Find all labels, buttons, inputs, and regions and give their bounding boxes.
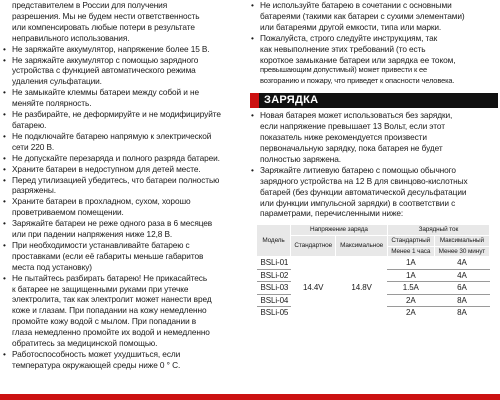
paragraph-line: неправильного использования. bbox=[12, 32, 130, 43]
cell-model: BSLi-05 bbox=[257, 307, 291, 319]
cell-model: BSLi-03 bbox=[257, 282, 291, 295]
safety-list bbox=[2, 44, 242, 371]
list-item bbox=[250, 0, 498, 33]
right-column bbox=[250, 0, 498, 319]
section-title: ЗАРЯДКА bbox=[264, 94, 319, 107]
list-item-line: превышающим допустимый) может привести к ее bbox=[260, 65, 428, 75]
safety-list-continued bbox=[250, 0, 498, 87]
list-item bbox=[2, 273, 242, 349]
list-item-line: батарею. bbox=[12, 119, 47, 130]
left-column bbox=[0, 0, 242, 371]
list-item bbox=[2, 87, 242, 109]
list-item bbox=[2, 109, 242, 131]
list-item-line: параметрами, перечисленными ниже: bbox=[260, 208, 404, 219]
list-item-line: батареями (такими как батареи с сухими элементами) bbox=[260, 10, 465, 21]
cell-current-maximum: 8A bbox=[434, 294, 489, 307]
list-item-line: к батарее не защищенными руками при утечке bbox=[12, 283, 189, 294]
intro-paragraph bbox=[2, 0, 242, 44]
list-item-line: • Не используйте батарею в сочетании с основными bbox=[260, 0, 452, 10]
list-item-line: батарей (без функции автоматической десульфатации bbox=[260, 186, 467, 197]
list-item-line: • Перед утилизацией убедитесь, что батареи полностью bbox=[12, 174, 220, 185]
header-voltage-maximum: Максимальное bbox=[336, 235, 387, 256]
header-current-maximum-note: Менее 30 минут bbox=[434, 246, 489, 257]
list-item-line: или при падении напряжения ниже 12,8 В. bbox=[12, 229, 173, 240]
cell-model: BSLi-04 bbox=[257, 294, 291, 307]
section-marker bbox=[250, 93, 259, 108]
charging-list bbox=[250, 110, 498, 219]
charging-specs-table bbox=[256, 224, 490, 319]
cell-current-maximum: 4A bbox=[434, 269, 489, 282]
list-item-line: первоначальную зарядку, пока батарея не будет bbox=[260, 142, 443, 153]
table-body bbox=[257, 257, 490, 319]
list-item bbox=[2, 218, 242, 240]
list-item bbox=[2, 196, 242, 218]
list-item-line: показатель ниже рекомендуется произвести bbox=[260, 132, 427, 143]
header-current-standard-note: Менее 1 часа bbox=[387, 246, 434, 257]
cell-voltage-maximum: 14.8V bbox=[336, 257, 387, 319]
list-item-line: • Пожалуйста, строго следуйте инструкциям, так bbox=[260, 32, 438, 43]
cell-voltage-standard: 14.4V bbox=[291, 257, 336, 319]
list-item-line: промойте кожу водой с мылом. При попадании в bbox=[12, 316, 197, 327]
cell-model: BSLi-01 bbox=[257, 257, 291, 270]
list-item-line: • Не разбирайте, не деформируйте и не модифицируйте bbox=[12, 109, 221, 120]
header-voltage-standard: Стандартное bbox=[291, 235, 336, 256]
list-item-line: обратитесь за медицинской помощью. bbox=[12, 338, 158, 349]
list-item-line: • Не заряжайте аккумулятор, напряжение более 15 В. bbox=[12, 43, 210, 54]
cell-current-standard: 1A bbox=[387, 257, 434, 270]
list-item-line: • Храните батареи в прохладном, сухом, хорошо bbox=[12, 196, 191, 207]
list-item-line: температура окружающей среды ниже 0 ° С. bbox=[12, 359, 181, 370]
paragraph-line: представителем в России для получения bbox=[12, 0, 168, 10]
header-current-standard: Стандартный bbox=[387, 235, 434, 246]
list-item-line: глаза немедленно промойте их водой и немедленно bbox=[12, 327, 210, 338]
cell-current-standard: 1.5A bbox=[387, 282, 434, 295]
list-item-line: меняйте полярность. bbox=[12, 98, 92, 109]
list-item bbox=[250, 165, 498, 220]
list-item-line: удаления сульфатации. bbox=[12, 76, 102, 87]
list-item bbox=[2, 153, 242, 164]
cell-current-maximum: 8A bbox=[434, 307, 489, 319]
list-item-line: коже и глазам. При попадании на кожу немедленно bbox=[12, 305, 207, 316]
list-item bbox=[2, 131, 242, 153]
cell-current-standard: 1A bbox=[387, 269, 434, 282]
list-item-line: • Новая батарея может использоваться без зарядки, bbox=[260, 110, 453, 121]
list-item bbox=[250, 33, 498, 88]
header-current-group: Зарядный ток bbox=[387, 225, 489, 236]
cell-current-standard: 2A bbox=[387, 307, 434, 319]
list-item-line: сети 220 В. bbox=[12, 141, 55, 152]
list-item-line: • Не допускайте перезаряда и полного разряда батареи. bbox=[12, 152, 220, 163]
list-item bbox=[250, 110, 498, 165]
list-item bbox=[2, 44, 242, 55]
list-item-line: если напряжение превышает 13 Вольт, если этот bbox=[260, 121, 445, 132]
header-voltage-group: Напряжение заряда bbox=[291, 225, 388, 236]
list-item-line: возгоранию и пожару, что приведет к опасности человека. bbox=[260, 76, 455, 86]
list-item-line: • Не пытайтесь разбирать батарею! Не прикасайтесь bbox=[12, 272, 208, 283]
list-item-line: электролита, так как электролит может нанести вред bbox=[12, 294, 212, 305]
list-item bbox=[2, 240, 242, 273]
list-item-line: короткое замыкание батареи или зарядка ее током, bbox=[260, 54, 456, 65]
list-item-line: проветриваемом помещении. bbox=[12, 207, 124, 218]
list-item bbox=[2, 164, 242, 175]
bottom-accent-bar bbox=[0, 394, 500, 400]
cell-model: BSLi-02 bbox=[257, 269, 291, 282]
list-item-line: разряжены. bbox=[12, 185, 56, 196]
table-row bbox=[257, 257, 490, 270]
section-header-charging bbox=[250, 93, 498, 108]
list-item-line: • Не замыкайте клеммы батареи между собой и не bbox=[12, 87, 199, 98]
header-current-maximum: Максимальный bbox=[434, 235, 489, 246]
list-item-line: • Не заряжайте аккумулятор с помощью зарядного bbox=[12, 54, 199, 65]
list-item bbox=[2, 175, 242, 197]
list-item-line: • Заряжайте литиевую батарею с помощью обычного bbox=[260, 164, 456, 175]
list-item-line: устройства с функцией автоматического режима bbox=[12, 65, 196, 76]
list-item-line: полностью заряжена. bbox=[260, 153, 341, 164]
list-item-line: • При необходимости устанавливайте батарею с bbox=[12, 239, 190, 250]
header-model: Модель bbox=[257, 225, 291, 257]
cell-current-standard: 2A bbox=[387, 294, 434, 307]
cell-current-maximum: 4A bbox=[434, 257, 489, 270]
list-item-line: места под установку) bbox=[12, 261, 92, 272]
list-item-line: • Храните батареи в недоступном для детей месте. bbox=[12, 163, 201, 174]
list-item-line: проставками (если её габариты меньше габаритов bbox=[12, 250, 204, 261]
list-item-line: • Не подключайте батарею напрямую к электрической bbox=[12, 130, 212, 141]
paragraph-line: или компенсировать любые потери в результате bbox=[12, 21, 195, 32]
list-item-line: зарядного устройства на 12 В для свинцово-кислотных bbox=[260, 175, 468, 186]
list-item-line: или функции импульсной зарядки) в соответствии с bbox=[260, 197, 456, 208]
list-item-line: или батареями другой емкости, типа или марки. bbox=[260, 21, 442, 32]
list-item-line: как невыполнение этих требований (то есть bbox=[260, 43, 426, 54]
paragraph-line: разрешения. Мы не будем нести ответственность bbox=[12, 10, 200, 21]
list-item bbox=[2, 55, 242, 88]
list-item-line: • Работоспособность может ухудшиться, если bbox=[12, 349, 181, 359]
list-item-line: • Заряжайте батареи не реже одного раза в 6 месяцев bbox=[12, 218, 213, 229]
list-item bbox=[2, 349, 242, 371]
cell-current-maximum: 6A bbox=[434, 282, 489, 295]
